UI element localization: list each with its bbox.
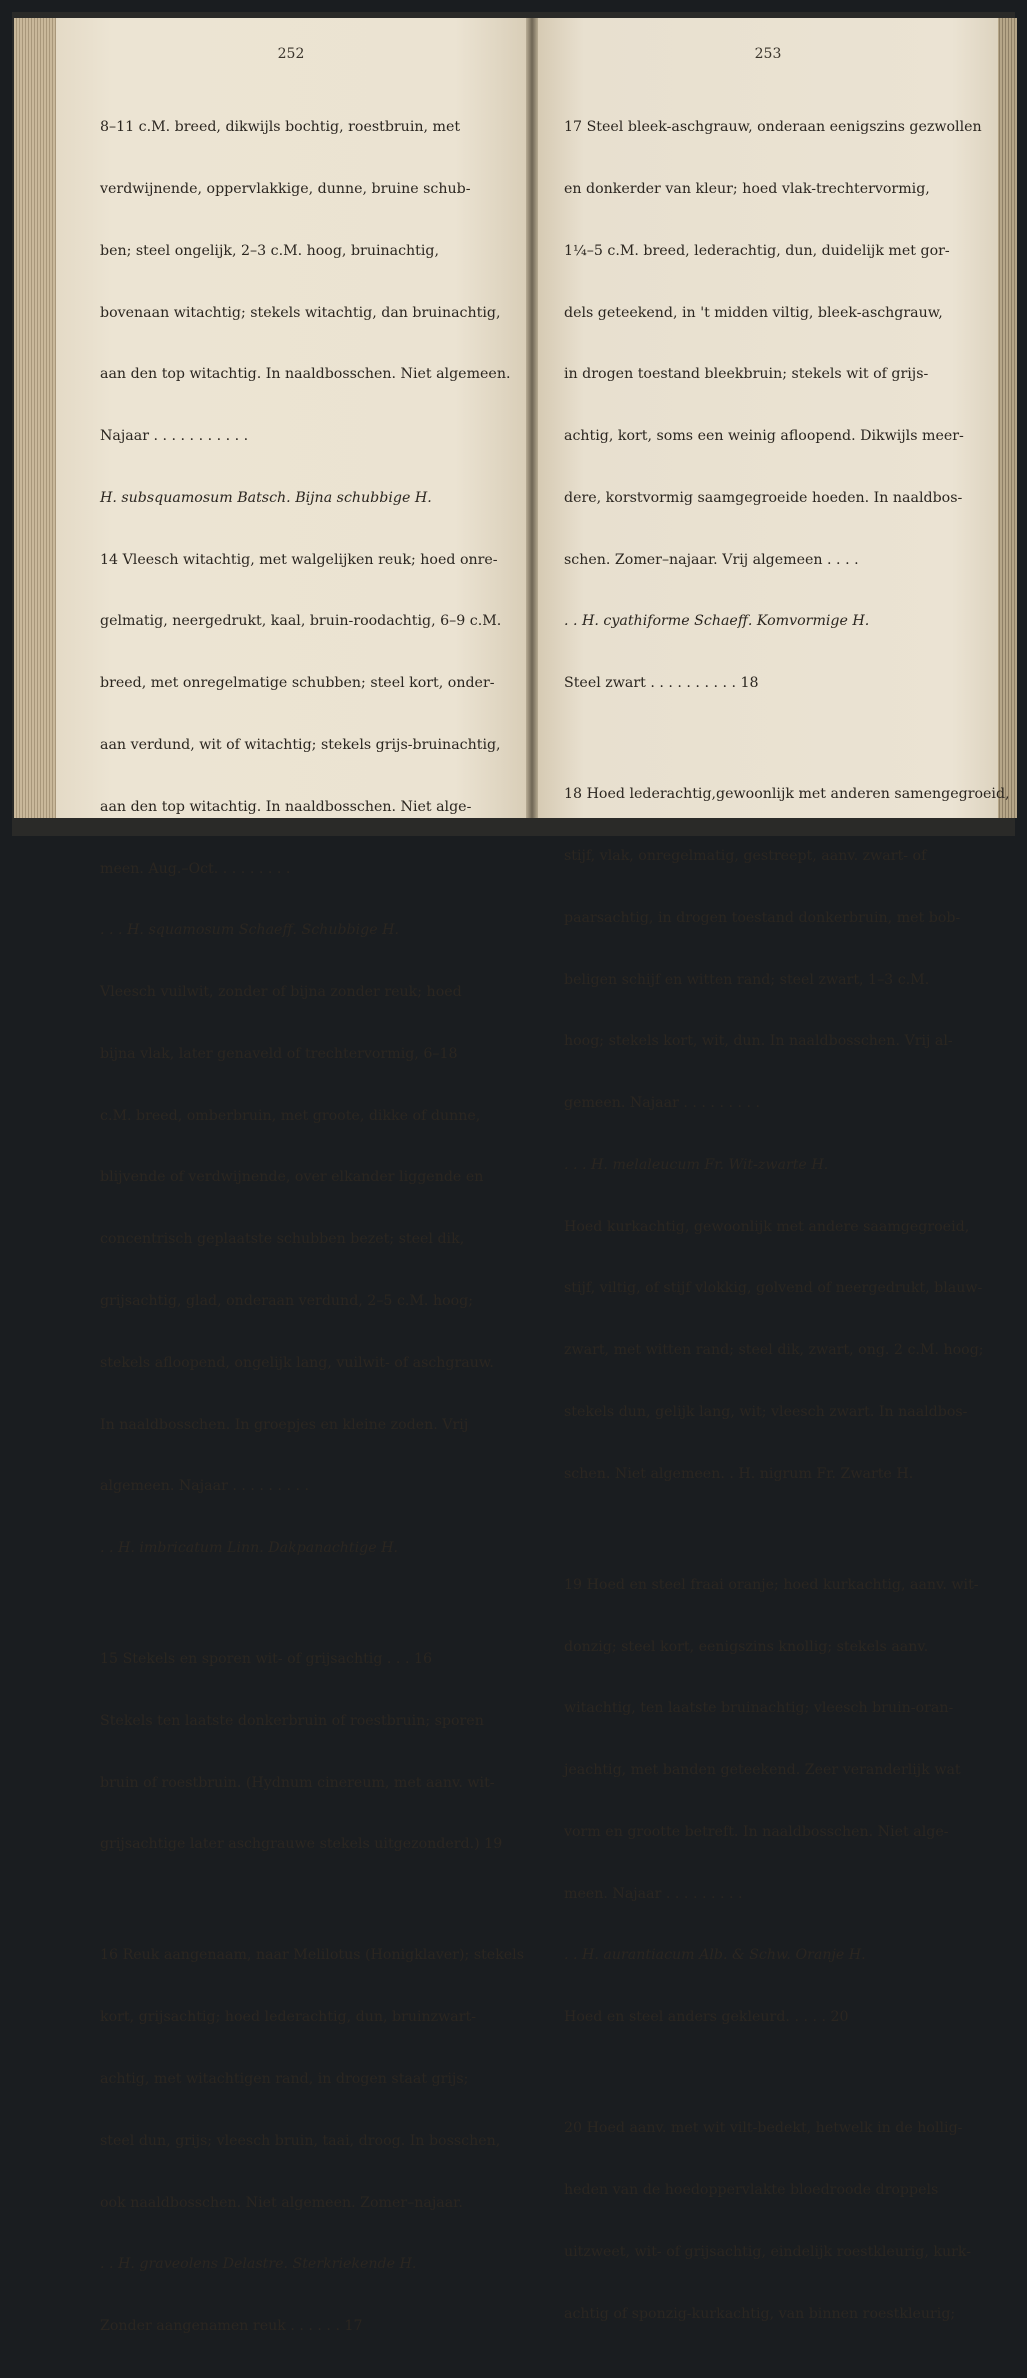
text-line: Hoed kurkachtig, gewoonlijk met andere saamgegroeid,	[564, 1218, 970, 1235]
text-line: algemeen. Najaar . . . . . . . . .	[100, 1478, 310, 1495]
text-line: 19 Hoed en steel fraai oranje; hoed kurkachtig, aanv. wit-	[564, 1576, 979, 1593]
text-line: in drogen toestand bleekbruin; stekels wit of grijs-	[564, 366, 929, 383]
text-line: 18 Hoed lederachtig,gewoonlijk met anderen samengegroeid,	[564, 786, 1010, 803]
text-line: Steel zwart . . . . . . . . . . 18	[564, 675, 759, 692]
text-line: en donkerder van kleur; hoed vlak-trechtervormig,	[564, 180, 930, 197]
text-line: concentrisch geplaatste schubben bezet; steel dik,	[100, 1231, 465, 1248]
text-line: Hoed en steel anders gekleurd. . . . . 20	[564, 2009, 849, 2026]
text-line: achtig, met witachtigen rand, in drogen staat grijs;	[100, 2071, 469, 2087]
text-line: gemeen. Najaar . . . . . . . . .	[564, 1095, 761, 1112]
paragraph-gap	[100, 1600, 524, 1608]
text-line: 17 Steel bleek-aschgrauw, onderaan eenigszins gezwollen	[564, 119, 982, 136]
text-line: achtig of sponzig-kurkachtig, van binnen roestkleurig;	[564, 2305, 956, 2322]
left-page	[56, 18, 526, 2335]
text-line: dere, korstvormig saamgegroeide hoeden. In naaldbos-	[564, 489, 963, 506]
text-line: In naaldbosschen. In groepjes en kleine zoden. Vrij	[100, 1416, 469, 1433]
text-line: . . H. imbricatum Linn. Dakpanachtige H.	[100, 1540, 399, 1557]
paragraph-gap	[564, 735, 1010, 743]
text-line: 15 Stekels en sporen wit- of grijsachtig . . . 16	[100, 1651, 433, 1668]
text-line: . . H. aurantiacum Alb. & Schw. Oranje H.	[564, 1947, 866, 1964]
text-line: paarsachtig, in drogen toestand donkerbruin, met bob-	[564, 909, 961, 926]
text-line: bijna vlak, later genaveld of trechtervormig, 6–18	[100, 1045, 458, 1062]
left-page-number: 252	[277, 46, 305, 62]
text-line: bruin of roestbruin. (Hydnum cinereum, met aanv. wit-	[100, 1774, 495, 1791]
text-line: meen. Aug.–Oct. . . . . . . . .	[100, 860, 291, 877]
text-line: verdwijnende, oppervlakkige, dunne, bruine schub-	[100, 180, 471, 197]
text-line: dels geteekend, in 't midden viltig, bleek-aschgrauw,	[564, 304, 943, 321]
text-line: . . H. cyathiforme Schaeff. Komvormige H.	[564, 613, 870, 630]
text-line: beligen schijf en witten rand; steel zwart, 1–3 c.M.	[564, 971, 930, 988]
text-line: 14 Vleesch witachtig, met walgelijken reuk; hoed onre-	[100, 551, 498, 568]
text-line: stekels dun, gelijk lang, wit; vleesch zwart. In naaldbos-	[564, 1404, 968, 1420]
text-line: . . H. graveolens Delastre. Sterkriekende H.	[100, 2256, 417, 2273]
text-line: zwart, met witten rand; steel dik, zwart, ong. 2 c.M. hoog;	[564, 1342, 984, 1359]
text-line: schen. Niet algemeen. . H. nigrum Fr. Zwarte H.	[564, 1465, 914, 1482]
text-line: gelmatig, neergedrukt, kaal, bruin-roodachtig, 6–9 c.M.	[100, 613, 502, 630]
text-line: grijsachtig, glad, onderaan verdund, 2–5 c.M. hoog;	[100, 1293, 474, 1310]
left-page-text	[100, 76, 524, 2378]
text-line: stijf, vlak, onregelmatig, gestreept, aanv. zwart- of	[564, 847, 927, 864]
text-line: donzig; steel kort, eenigszins knollig; stekels aanv.	[564, 1638, 929, 1655]
right-page-text	[564, 76, 1010, 2365]
text-line: aan den top witachtig. In naaldbosschen. Niet alge-	[100, 798, 472, 815]
paragraph-gap	[100, 1896, 524, 1904]
text-line: meen. Najaar . . . . . . . . .	[564, 1885, 743, 1902]
text-line: blijvende of verdwijnende, over elkander liggende en	[100, 1169, 484, 1186]
text-line: jeachtig, met banden geteekend. Zeer veranderlijk wat	[564, 1762, 961, 1779]
text-line: achtig, kort, soms een weinig afloopend. Dikwijls meer-	[564, 428, 964, 445]
text-line: aan verdund, wit of witachtig; stekels grijs-bruinachtig,	[100, 737, 501, 753]
right-page	[538, 18, 1010, 2322]
text-line: stekels afloopend, ongelijk lang, vuilwit- of aschgrauw.	[100, 1354, 494, 1371]
text-line: kort, grijsachtig; hoed lederachtig, dun, bruinzwart-	[100, 2009, 477, 2026]
right-page-number: 253	[754, 46, 782, 62]
text-line: witachtig, ten laatste bruinachtig; vleesch bruin-oran-	[564, 1700, 954, 1717]
text-line: H. subsquamosum Batsch. Bijna schubbige H.	[100, 489, 432, 506]
text-line: vorm en grootte betreft. In naaldbosschen. Niet alge-	[564, 1823, 949, 1840]
text-line: schen. Zomer–najaar. Vrij algemeen . . . .	[564, 551, 859, 568]
text-line: ben; steel ongelijk, 2–3 c.M. hoog, bruinachtig,	[100, 242, 440, 259]
text-line: Stekels ten laatste donkerbruin of roestbruin; sporen	[100, 1712, 484, 1729]
paragraph-gap	[564, 1526, 1010, 1534]
text-line: c.M. breed, omberbruin, met groote, dikke of dunne,	[100, 1107, 481, 1124]
text-line: stijf, viltig, of stijf vlokkig, golvend of neergedrukt, blauw-	[564, 1280, 983, 1297]
text-line: hoog; stekels kort, wit, dun. In naaldbosschen. Vrij al-	[564, 1033, 953, 1050]
text-line: bovenaan witachtig; stekels witachtig, dan bruinachtig,	[100, 304, 501, 321]
text-line: 1¼–5 c.M. breed, lederachtig, dun, duidelijk met gor-	[564, 242, 950, 259]
book-gutter	[526, 18, 538, 818]
text-line: Zonder aangenamen reuk . . . . . . 17	[100, 2318, 363, 2335]
text-line: steel dun, grijs; vleesch bruin, taai, droog. In bosschen,	[100, 2132, 501, 2149]
text-line: heden van de hoedoppervlakte bloedroode droppels	[564, 2181, 939, 2198]
paragraph-gap	[564, 2069, 1010, 2077]
page-edges-left	[14, 18, 56, 818]
text-line: 16 Reuk aangenaam, naar Melilotus (Honigklaver); stekels	[100, 1947, 525, 1964]
text-line: Vleesch vuilwit, zonder of bijna zonder reuk; hoed	[100, 984, 462, 1001]
text-line: . . . H. squamosum Schaeff. Schubbige H.	[100, 922, 400, 939]
text-line: grijsachtige later aschgrauwe stekels uitgezonderd.) 19	[100, 1836, 503, 1853]
text-line: Najaar . . . . . . . . . . .	[100, 428, 249, 445]
text-line: 20 Hoed aanv. met wit vilt-bedekt, hetwelk in de hollig-	[564, 2120, 963, 2137]
text-line: ook naaldbosschen. Niet algemeen. Zomer–najaar.	[100, 2194, 463, 2211]
text-line: breed, met onregelmatige schubben; steel kort, onder-	[100, 675, 495, 692]
text-line: aan den top witachtig. In naaldbosschen. Niet algemeen.	[100, 366, 511, 383]
text-line: uitzweet, wit- of grijsachtig, eindelijk roestkleurig, kurk-	[564, 2243, 972, 2260]
text-line: 8–11 c.M. breed, dikwijls bochtig, roestbruin, met	[100, 119, 461, 136]
text-line: . . . H. melaleucum Fr. Wit-zwarte H.	[564, 1156, 829, 1173]
